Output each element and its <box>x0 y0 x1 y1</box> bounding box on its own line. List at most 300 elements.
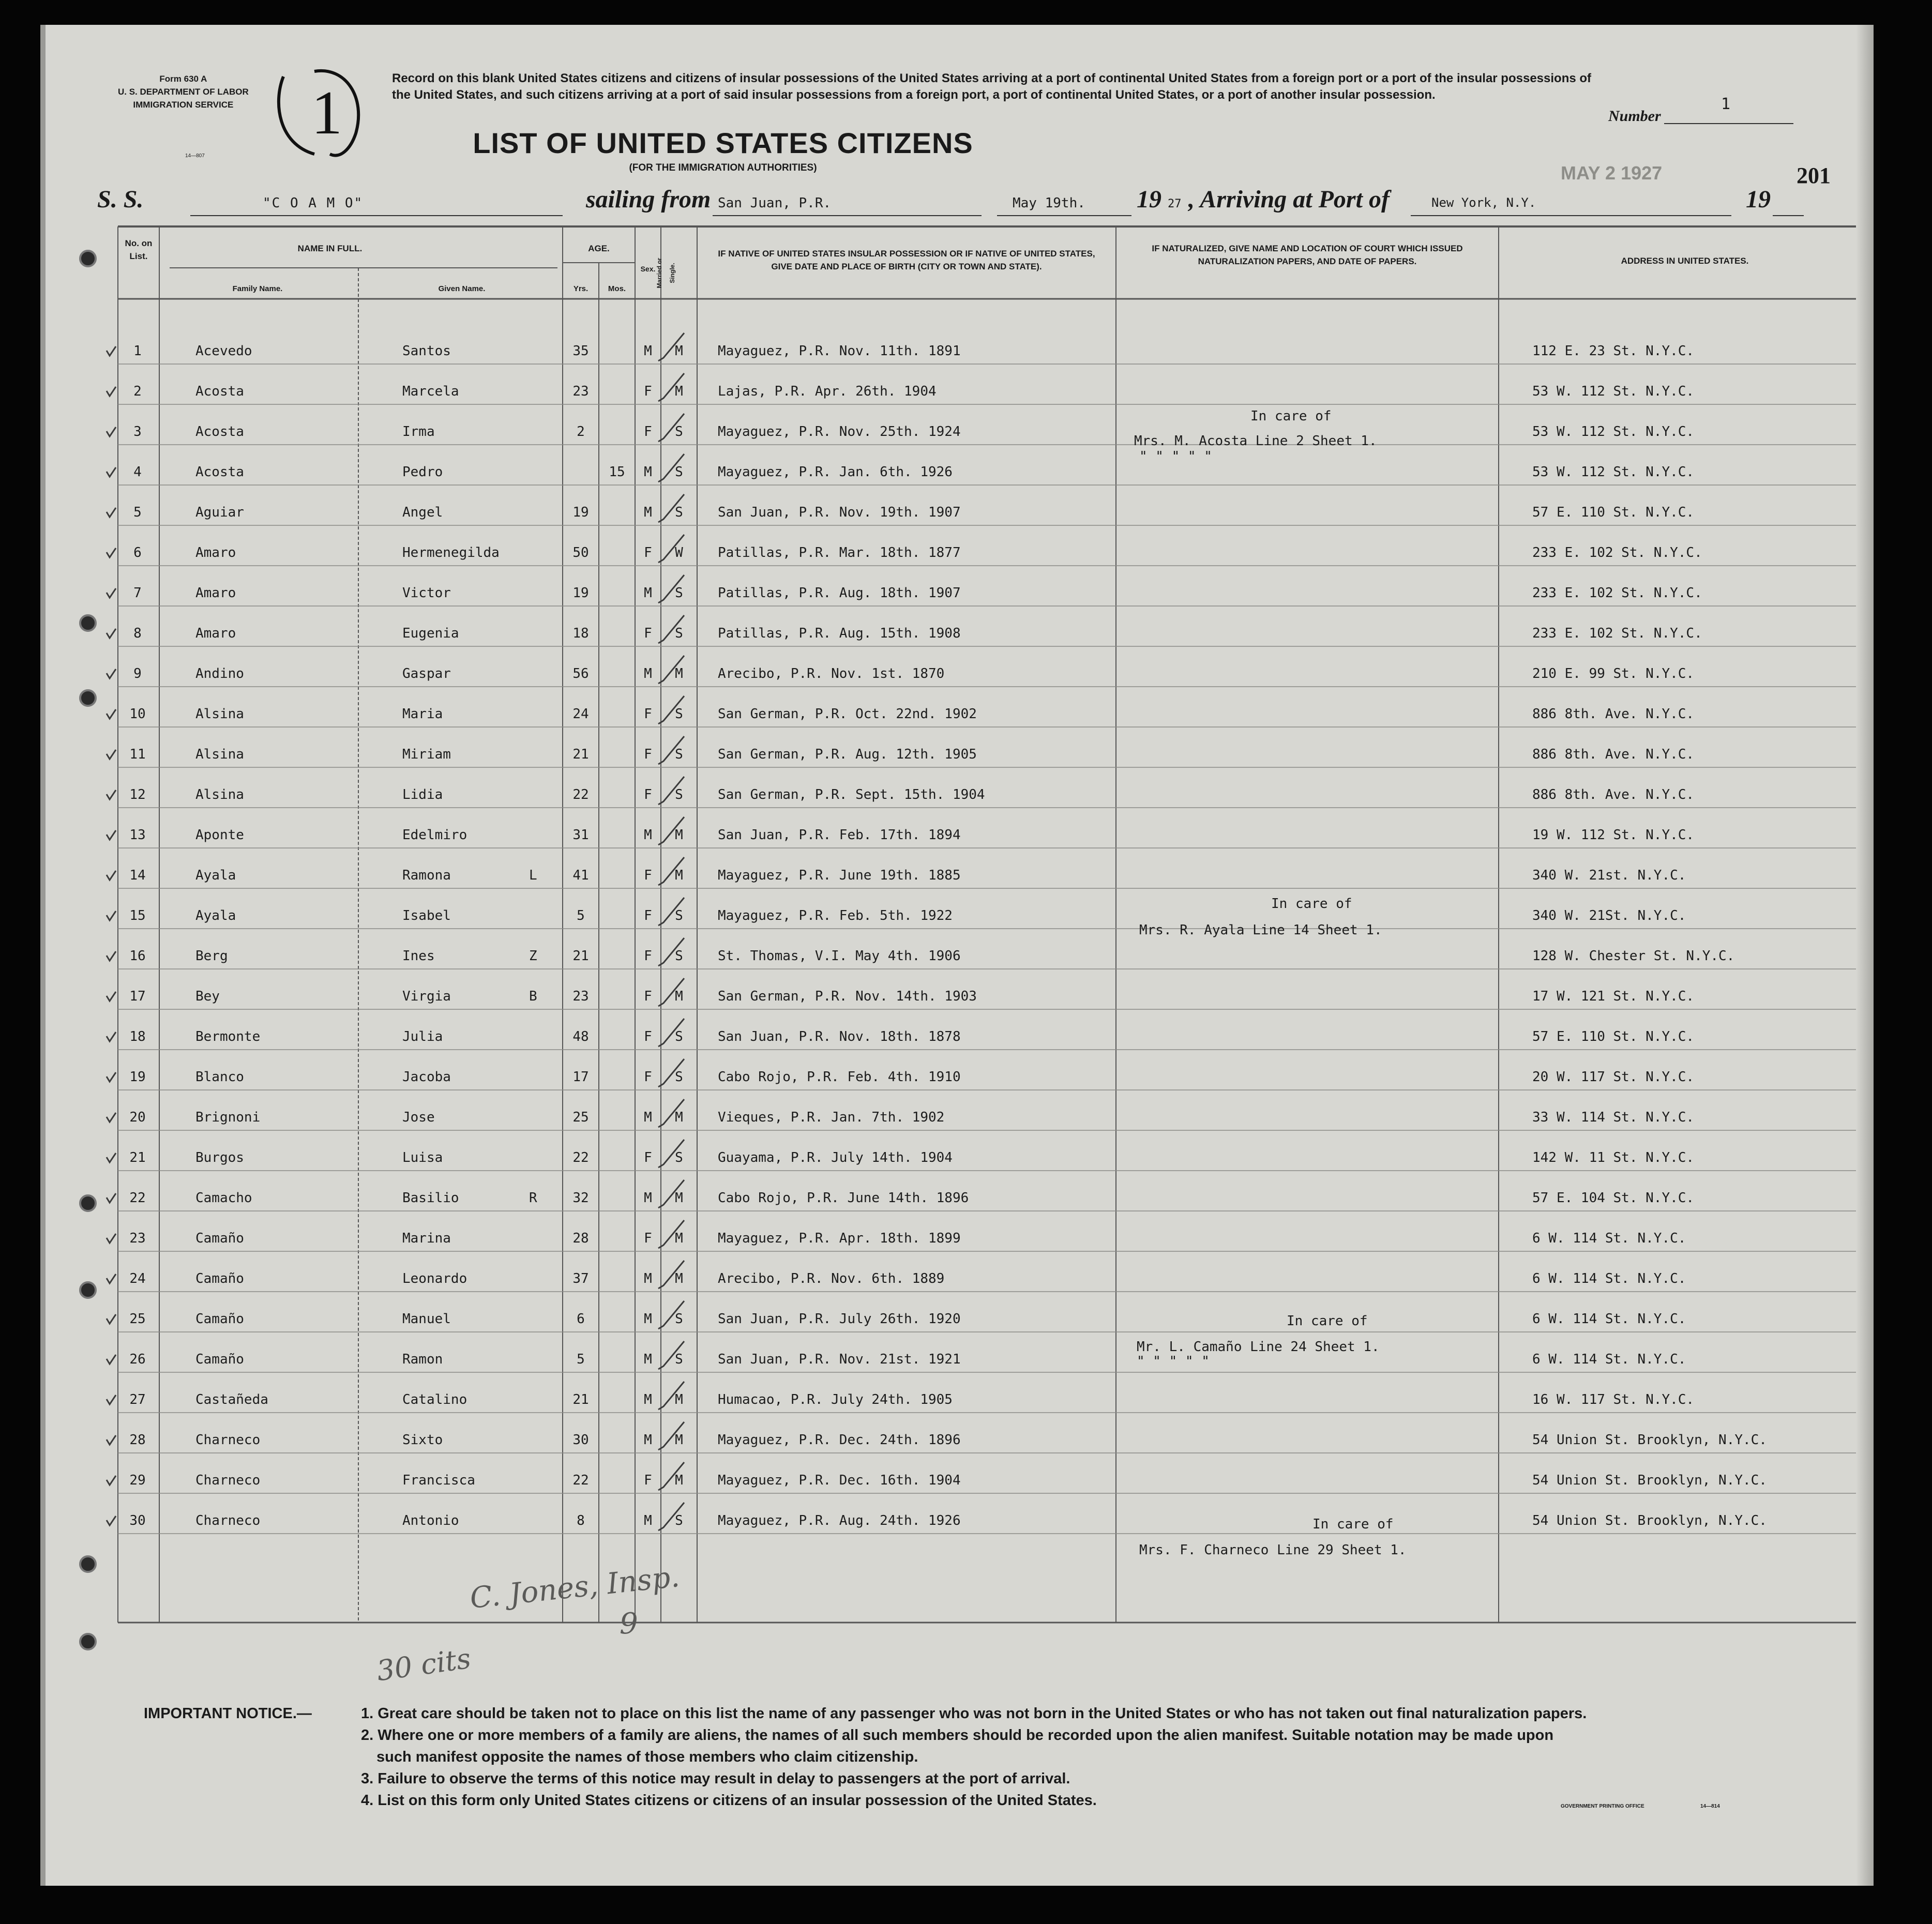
age-years: 31 <box>572 827 589 843</box>
age-months: 15 <box>609 464 625 480</box>
receipt-stamp: MAY 2 1927 <box>1561 162 1663 184</box>
footer-printer-code: 14—814 <box>1700 1804 1720 1809</box>
origin-port: San Juan, P.R. <box>718 195 832 211</box>
birth-place-date: San German, P.R. Sept. 15th. 1904 <box>718 787 985 802</box>
age-years: 19 <box>572 585 589 601</box>
row-number: 25 <box>129 1311 146 1327</box>
marital-status: S <box>675 1069 683 1085</box>
care-note-heading: In care of <box>1271 896 1352 912</box>
marital-status: S <box>675 464 683 480</box>
marital-status: S <box>675 1311 683 1327</box>
marital-status: M <box>675 1190 683 1206</box>
sex: F <box>644 747 652 762</box>
given-name: Jacoba <box>402 1069 451 1085</box>
us-address: 340 W. 21St. N.Y.C. <box>1532 908 1686 923</box>
family-name: Acosta <box>195 424 244 440</box>
us-address: 210 E. 99 St. N.Y.C. <box>1532 666 1695 681</box>
care-note-ditto: " " " " " <box>1139 449 1212 464</box>
family-name: Andino <box>195 666 244 681</box>
family-name: Camaño <box>195 1311 244 1327</box>
family-name: Camaño <box>195 1231 244 1246</box>
marital-status: S <box>675 747 683 762</box>
arrival-year-prefix: 19 <box>1746 186 1771 213</box>
row-number: 1 <box>133 343 142 359</box>
row-number: 6 <box>133 545 142 560</box>
us-address: 886 8th. Ave. N.Y.C. <box>1532 787 1695 802</box>
check-mark-icon <box>107 1516 116 1525</box>
family-name: Camaño <box>195 1271 244 1286</box>
col-header-mos: Mos. <box>608 284 626 293</box>
family-name: Ayala <box>195 868 236 883</box>
age-years: 35 <box>572 343 589 359</box>
sex: F <box>644 908 652 923</box>
page-subtitle: (FOR THE IMMIGRATION AUTHORITIES) <box>629 162 817 173</box>
check-mark-icon <box>107 1072 116 1082</box>
age-years: 17 <box>572 1069 589 1085</box>
given-name: Francisca <box>402 1473 475 1488</box>
check-mark-icon <box>107 1153 116 1162</box>
row-number: 13 <box>129 827 146 843</box>
check-mark-icon <box>107 548 116 557</box>
sex: M <box>644 666 652 681</box>
family-name: Amaro <box>195 545 236 560</box>
given-name: Manuel <box>402 1311 451 1327</box>
row-number: 21 <box>129 1150 146 1165</box>
row-number: 14 <box>129 868 146 883</box>
check-mark-icon <box>107 629 116 638</box>
us-address: 19 W. 112 St. N.Y.C. <box>1532 827 1695 843</box>
age-years: 28 <box>572 1231 589 1246</box>
birth-place-date: St. Thomas, V.I. May 4th. 1906 <box>718 948 961 964</box>
us-address: 340 W. 21st. N.Y.C. <box>1532 868 1686 883</box>
family-name: Charneco <box>195 1513 261 1528</box>
age-years: 21 <box>572 747 589 762</box>
us-address: 233 E. 102 St. N.Y.C. <box>1532 545 1702 560</box>
notice-label: IMPORTANT NOTICE.— <box>144 1705 312 1722</box>
check-mark-icon <box>107 1435 116 1445</box>
family-name: Charneco <box>195 1473 261 1488</box>
row-number: 17 <box>129 989 146 1004</box>
check-mark-icon <box>107 992 116 1001</box>
arrival-port: New York, N.Y. <box>1431 195 1536 210</box>
given-name: Marina <box>402 1231 451 1246</box>
given-name: Sixto <box>402 1432 443 1448</box>
care-note-ditto: " " " " " <box>1137 1354 1210 1369</box>
marital-status: M <box>675 343 683 359</box>
birth-place-date: Mayaguez, P.R. Feb. 5th. 1922 <box>718 908 953 923</box>
birth-place-date: San Juan, P.R. Nov. 18th. 1878 <box>718 1029 961 1044</box>
check-mark-icon <box>107 1314 116 1324</box>
us-address: 233 E. 102 St. N.Y.C. <box>1532 626 1702 641</box>
form-id-line: U. S. DEPARTMENT OF LABOR <box>118 87 249 97</box>
given-name: Ramona <box>402 868 451 883</box>
inspector-signature: C. Jones, Insp. <box>468 1559 682 1616</box>
family-name: Acevedo <box>195 343 252 359</box>
marital-status: S <box>675 787 683 802</box>
us-address: 33 W. 114 St. N.Y.C. <box>1532 1110 1695 1125</box>
us-address: 16 W. 117 St. N.Y.C. <box>1532 1392 1695 1407</box>
us-address: 6 W. 114 St. N.Y.C. <box>1532 1271 1686 1286</box>
sex: F <box>644 424 652 440</box>
birth-place-date: Mayaguez, P.R. June 19th. 1885 <box>718 868 961 883</box>
marital-status: M <box>675 989 683 1004</box>
given-name: Victor <box>402 585 451 601</box>
given-name: Miriam <box>402 747 451 762</box>
given-name: Ines <box>402 948 435 964</box>
number-label: Number <box>1608 108 1661 125</box>
col-header-naturalized: IF NATURALIZED, GIVE NAME AND LOCATION OF COURT WHICH ISSUED NATURALIZATION PAPERS, AND DATE OF PAPERS. <box>1152 244 1463 266</box>
sex: F <box>644 1150 652 1165</box>
notice-item: 4. List on this form only United States citizens or citizens of an insular possession of the United States. <box>361 1792 1097 1809</box>
marital-status: S <box>675 626 683 641</box>
birth-place-date: Arecibo, P.R. Nov. 6th. 1889 <box>718 1271 945 1286</box>
row-number: 8 <box>133 626 142 641</box>
check-mark-icon <box>107 1476 116 1485</box>
check-mark-icon <box>107 709 116 719</box>
col-header-married: Married or Single. <box>656 257 676 289</box>
us-address: 6 W. 114 St. N.Y.C. <box>1532 1352 1686 1367</box>
col-header-family: Family Name. <box>232 284 283 293</box>
col-header-given: Given Name. <box>438 284 486 293</box>
row-number: 9 <box>133 666 142 681</box>
age-years: 41 <box>572 868 589 883</box>
row-number: 28 <box>129 1432 146 1448</box>
row-number: 16 <box>129 948 146 964</box>
family-name: Bey <box>195 989 220 1004</box>
family-name: Camaño <box>195 1352 244 1367</box>
check-mark-icon <box>107 1113 116 1122</box>
name-mark: B <box>529 989 537 1004</box>
us-address: 53 W. 112 St. N.Y.C. <box>1532 424 1695 440</box>
family-name: Castañeda <box>195 1392 268 1407</box>
family-name: Acosta <box>195 384 244 399</box>
family-name: Charneco <box>195 1432 261 1448</box>
row-number: 23 <box>129 1231 146 1246</box>
sailing-date: May 19th. <box>1013 195 1085 211</box>
sex: M <box>644 1432 652 1448</box>
marital-status: M <box>675 1392 683 1407</box>
binder-hole <box>79 614 97 632</box>
sex: M <box>644 343 652 359</box>
family-name: Amaro <box>195 585 236 601</box>
birth-place-date: Mayaguez, P.R. Jan. 6th. 1926 <box>718 464 953 480</box>
check-mark-icon <box>107 1234 116 1243</box>
family-name: Aguiar <box>195 505 244 520</box>
given-name: Hermenegilda <box>402 545 500 560</box>
sex: F <box>644 787 652 802</box>
given-name: Catalino <box>402 1392 467 1407</box>
age-years: 50 <box>572 545 589 560</box>
birth-place-date: Vieques, P.R. Jan. 7th. 1902 <box>718 1110 945 1125</box>
given-name: Irma <box>402 424 435 440</box>
binder-hole <box>79 689 97 707</box>
us-address: 54 Union St. Brooklyn, N.Y.C. <box>1532 1473 1767 1488</box>
given-name: Angel <box>402 505 443 520</box>
page-title: LIST OF UNITED STATES CITIZENS <box>473 127 973 159</box>
given-name: Gaspar <box>402 666 451 681</box>
marital-status: S <box>675 908 683 923</box>
age-years: 32 <box>572 1190 589 1206</box>
check-mark-icon <box>107 467 116 477</box>
birth-place-date: San Juan, P.R. Nov. 21st. 1921 <box>718 1352 961 1367</box>
birth-place-date: Lajas, P.R. Apr. 26th. 1904 <box>718 384 937 399</box>
check-mark-icon <box>107 387 116 396</box>
us-address: 233 E. 102 St. N.Y.C. <box>1532 585 1702 601</box>
col-header-age: AGE. <box>588 244 610 253</box>
age-years: 18 <box>572 626 589 641</box>
marital-status: M <box>675 868 683 883</box>
number-value: 1 <box>1721 95 1731 113</box>
age-years: 23 <box>572 384 589 399</box>
sex: M <box>644 1513 652 1528</box>
us-address: 128 W. Chester St. N.Y.C. <box>1532 948 1735 964</box>
birth-place-date: Mayaguez, P.R. Aug. 24th. 1926 <box>718 1513 961 1528</box>
binder-hole <box>79 1555 97 1573</box>
marital-status: S <box>675 1513 683 1528</box>
marital-status: M <box>675 1231 683 1246</box>
check-mark-icon <box>107 588 116 598</box>
row-number: 3 <box>133 424 142 440</box>
record-instructions: Record on this blank United States citizens and citizens of insular possessions of the United States arriving at a port of continental United States from a foreign port or a port of the insular possessions of the United States, and such citizens arriving at a port of said insular possessions from a foreign port, a port of continental United States, or a port of another insular possession. <box>392 71 1592 102</box>
sex: M <box>644 1190 652 1206</box>
binder-hole <box>79 1194 97 1212</box>
birth-place-date: San German, P.R. Oct. 22nd. 1902 <box>718 706 977 722</box>
birth-place-date: Patillas, P.R. Aug. 18th. 1907 <box>718 585 961 601</box>
us-address: 53 W. 112 St. N.Y.C. <box>1532 384 1695 399</box>
row-number: 20 <box>129 1110 146 1125</box>
us-address: 54 Union St. Brooklyn, N.Y.C. <box>1532 1513 1767 1528</box>
birth-place-date: Mayaguez, P.R. Nov. 25th. 1924 <box>718 424 961 440</box>
given-name: Julia <box>402 1029 443 1044</box>
given-name: Lidia <box>402 787 443 802</box>
family-name: Alsina <box>195 706 244 722</box>
us-address: 57 E. 110 St. N.Y.C. <box>1532 505 1695 520</box>
us-address: 886 8th. Ave. N.Y.C. <box>1532 747 1695 762</box>
row-number: 15 <box>129 908 146 923</box>
us-address: 6 W. 114 St. N.Y.C. <box>1532 1311 1686 1327</box>
sailing-label: sailing from <box>586 186 711 213</box>
col-header-birth: IF NATIVE OF UNITED STATES INSULAR POSSESSION OR IF NATIVE OF UNITED STATES, GIVE DATE AND PLACE OF BIRTH (CITY OR TOWN AND STATE). <box>718 249 1095 271</box>
age-years: 22 <box>572 1473 589 1488</box>
marital-status: S <box>675 1029 683 1044</box>
col-header-no: No. on List. <box>125 238 153 261</box>
row-number: 5 <box>133 505 142 520</box>
check-mark-icon <box>107 750 116 759</box>
row-number: 26 <box>129 1352 146 1367</box>
page-number: 201 <box>1797 163 1831 188</box>
marital-status: M <box>675 384 683 399</box>
family-name: Bermonte <box>195 1029 261 1044</box>
age-years: 24 <box>572 706 589 722</box>
check-mark-icon <box>107 951 116 961</box>
check-mark-icon <box>107 427 116 436</box>
given-name: Marcela <box>402 384 459 399</box>
sex: F <box>644 868 652 883</box>
sex: F <box>644 626 652 641</box>
annotation-number: 1 <box>311 78 342 147</box>
us-address: 17 W. 121 St. N.Y.C. <box>1532 989 1695 1004</box>
age-years: 22 <box>572 787 589 802</box>
birth-place-date: San Juan, P.R. Nov. 19th. 1907 <box>718 505 961 520</box>
us-address: 142 W. 11 St. N.Y.C. <box>1532 1150 1695 1165</box>
sex: M <box>644 505 652 520</box>
care-note-heading: In care of <box>1312 1517 1394 1532</box>
care-note-line: Mrs. R. Ayala Line 14 Sheet 1. <box>1139 922 1382 938</box>
age-years: 21 <box>572 1392 589 1407</box>
care-note-heading: In care of <box>1287 1313 1368 1329</box>
care-note-line: Mrs. M. Acosta Line 2 Sheet 1. <box>1134 433 1377 449</box>
birth-place-date: San Juan, P.R. July 26th. 1920 <box>718 1311 961 1327</box>
check-mark-icon <box>107 830 116 840</box>
row-number: 11 <box>129 747 146 762</box>
age-years: 6 <box>577 1311 585 1327</box>
row-number: 27 <box>129 1392 146 1407</box>
check-mark-icon <box>107 871 116 880</box>
sex: M <box>644 464 652 480</box>
col-header-name: NAME IN FULL. <box>297 244 363 253</box>
year-suffix: 27 <box>1168 198 1182 210</box>
age-years: 5 <box>577 1352 585 1367</box>
check-mark-icon <box>107 1193 116 1203</box>
notice-item: 3. Failure to observe the terms of this notice may result in delay to passengers at the port of arrival. <box>361 1770 1070 1787</box>
given-name: Jose <box>402 1110 435 1125</box>
notice-item: such manifest opposite the names of those members who claim citizenship. <box>376 1749 918 1765</box>
marital-status: M <box>675 1271 683 1286</box>
us-address: 6 W. 114 St. N.Y.C. <box>1532 1231 1686 1246</box>
birth-place-date: Mayaguez, P.R. Dec. 24th. 1896 <box>718 1432 961 1448</box>
row-number: 24 <box>129 1271 146 1286</box>
marital-status: M <box>675 1473 683 1488</box>
sex: M <box>644 827 652 843</box>
marital-status: M <box>675 1110 683 1125</box>
birth-place-date: Guayama, P.R. July 14th. 1904 <box>718 1150 953 1165</box>
age-years: 30 <box>572 1432 589 1448</box>
birth-place-date: San German, P.R. Nov. 14th. 1903 <box>718 989 977 1004</box>
check-mark-icon <box>107 1395 116 1404</box>
binder-hole <box>79 250 97 267</box>
notice-item: 1. Great care should be taken not to place on this list the name of any passenger who was not born in the United States or who has not taken out final naturalization papers. <box>361 1705 1587 1722</box>
check-mark-icon <box>107 911 116 920</box>
family-name: Alsina <box>195 747 244 762</box>
sex: M <box>644 1311 652 1327</box>
sex: M <box>644 585 652 601</box>
row-number: 2 <box>133 384 142 399</box>
family-name: Alsina <box>195 787 244 802</box>
col-header-address: ADDRESS IN UNITED STATES. <box>1621 256 1749 266</box>
marital-status: S <box>675 706 683 722</box>
family-name: Blanco <box>195 1069 244 1085</box>
given-name: Eugenia <box>402 626 459 641</box>
age-years: 21 <box>572 948 589 964</box>
sex: F <box>644 1231 652 1246</box>
given-name: Basilio <box>402 1190 459 1206</box>
name-mark: L <box>529 868 537 883</box>
given-name: Virgia <box>402 989 451 1004</box>
row-number: 12 <box>129 787 146 802</box>
given-name: Santos <box>402 343 451 359</box>
sex: F <box>644 1029 652 1044</box>
row-number: 10 <box>129 706 146 722</box>
birth-place-date: Cabo Rojo, P.R. June 14th. 1896 <box>718 1190 969 1206</box>
name-mark: Z <box>529 948 537 964</box>
row-number: 29 <box>129 1473 146 1488</box>
marital-status: S <box>675 948 683 964</box>
us-address: 57 E. 110 St. N.Y.C. <box>1532 1029 1695 1044</box>
birth-place-date: Humacao, P.R. July 24th. 1905 <box>718 1392 953 1407</box>
inspector-signature-sub: 9 <box>620 1607 638 1641</box>
family-name: Berg <box>195 948 228 964</box>
binder-hole <box>79 1633 97 1650</box>
us-address: 20 W. 117 St. N.Y.C. <box>1532 1069 1695 1085</box>
given-name: Leonardo <box>402 1271 467 1286</box>
given-name: Ramon <box>402 1352 443 1367</box>
age-years: 22 <box>572 1150 589 1165</box>
check-mark-icon <box>107 669 116 678</box>
marital-status: M <box>675 1432 683 1448</box>
age-years: 48 <box>572 1029 589 1044</box>
check-mark-icon <box>107 508 116 517</box>
marital-status: S <box>675 505 683 520</box>
age-years: 25 <box>572 1110 589 1125</box>
printer-id: 14—807 <box>185 153 205 159</box>
row-number: 18 <box>129 1029 146 1044</box>
citizen-tally: 30 cits <box>374 1642 473 1688</box>
marital-status: M <box>675 666 683 681</box>
sex: M <box>644 1392 652 1407</box>
given-name: Luisa <box>402 1150 443 1165</box>
care-note-line: Mrs. F. Charneco Line 29 Sheet 1. <box>1139 1542 1407 1558</box>
care-note-line: Mr. L. Camaño Line 24 Sheet 1. <box>1137 1339 1380 1355</box>
birth-place-date: Mayaguez, P.R. Dec. 16th. 1904 <box>718 1473 961 1488</box>
family-name: Camacho <box>195 1190 252 1206</box>
manifest-page <box>40 25 1874 1886</box>
us-address: 112 E. 23 St. N.Y.C. <box>1532 343 1695 359</box>
birth-place-date: Patillas, P.R. Mar. 18th. 1877 <box>718 545 961 560</box>
notice-item: 2. Where one or more members of a family are aliens, the names of all such members should be recorded upon the alien manifest. Suitable notation may be made upon <box>361 1727 1554 1744</box>
birth-place-date: Arecibo, P.R. Nov. 1st. 1870 <box>718 666 945 681</box>
ship-name: "C O A M O" <box>263 195 364 211</box>
col-header-sex: Sex. <box>640 265 656 273</box>
birth-place-date: Mayaguez, P.R. Apr. 18th. 1899 <box>718 1231 961 1246</box>
check-mark-icon <box>107 346 116 356</box>
marital-status: S <box>675 1150 683 1165</box>
binder-hole <box>79 1281 97 1299</box>
check-mark-icon <box>107 790 116 799</box>
form-id-line: IMMIGRATION SERVICE <box>133 100 234 110</box>
family-name: Ayala <box>195 908 236 923</box>
marital-status: W <box>675 545 683 560</box>
age-years: 56 <box>572 666 589 681</box>
sex: F <box>644 989 652 1004</box>
birth-place-date: San German, P.R. Aug. 12th. 1905 <box>718 747 977 762</box>
marital-status: S <box>675 424 683 440</box>
us-address: 53 W. 112 St. N.Y.C. <box>1532 464 1695 480</box>
us-address: 57 E. 104 St. N.Y.C. <box>1532 1190 1695 1206</box>
check-mark-icon <box>107 1355 116 1364</box>
check-mark-icon <box>107 1032 116 1041</box>
row-number: 30 <box>129 1513 146 1528</box>
marital-status: S <box>675 585 683 601</box>
age-years: 8 <box>577 1513 585 1528</box>
sex: F <box>644 1069 652 1085</box>
family-name: Amaro <box>195 626 236 641</box>
ss-label: S. S. <box>97 186 144 213</box>
sex: F <box>644 384 652 399</box>
family-name: Aponte <box>195 827 244 843</box>
given-name: Isabel <box>402 908 451 923</box>
us-address: 54 Union St. Brooklyn, N.Y.C. <box>1532 1432 1767 1448</box>
sex: M <box>644 1271 652 1286</box>
